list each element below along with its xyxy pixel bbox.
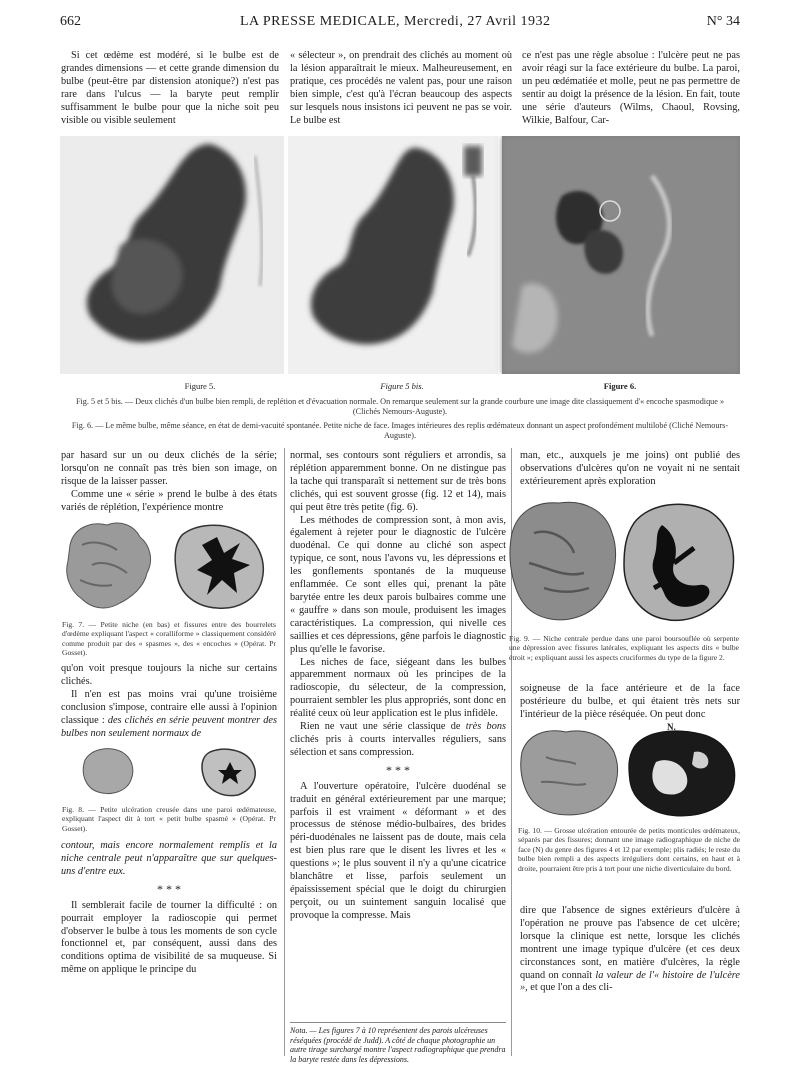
figure-6-image [502,136,740,374]
journal-title: LA PRESSE MEDICALE, Mercredi, 27 Avril 1932 [240,14,551,29]
left-column-cont [61,663,277,740]
figure-6-caption: Fig. 6. — Le même bulbe, même séance, en état de demi-vacuité spontanée. Petite niche de face. Images intérieures des replis œdémateux donnant un aspect profondément multilobé (Cliché Nemours-Auguste). [71,421,729,440]
section-separator: * * * [386,762,410,777]
figure-10-caption: Fig. 10. — Grosse ulcération entourée de petits monticules œdémateux, séparés par des fissures; donnant une image radiographique de niche de face (N) du genre des figures 4 et 12 par exemple; plis radiés; le reste du bulbe bien rempli a des aspects irréguliers dont certains, en haut et à droite, pourraient être pris à tort pour une niche diverticulaire du bord. [518,826,740,873]
figure-5-image [60,136,284,374]
footnote: Nota. — Les figures 7 à 10 représentent des parois ulcéreuses réséquées (procédé de Judd). A côté de chaque photographie un autre tirage surchargé montre l'aspect radiographique que prendra la baryte restée dans les dépressions. [290,1026,506,1064]
top-column-2 [290,50,512,127]
note-rule [290,1022,506,1023]
figure-10-marker: N. [667,722,676,732]
text-run: dire que l'absence de signes extérieurs d'ulcère à l'opération ne prouve pas l'absence de cet ulcère; lorsque la clinique est nette, lorsque les clichés montrent une image typique d'ulcère (et ces deux circonstances sont, en matière d'ulcères, la règle quand on connaît [520,905,740,981]
emphasized-text: la valeur de l'« histoire de l'ulcère » [520,969,741,994]
paragraph: soigneuse de la face antérieure et de la face postérieure du bulbe, et qui étaient très nets sur l'intérieur de la pièce réséquée. On peut donc [520,683,740,720]
paragraph: normal, ses contours sont réguliers et arrondis, sa réplétion apparemment bonne. On ne distingue pas la tache qui transparaît si nettement sur de très bons clichés, qui est souvent grosse (fig. 12 et 14), mais qui peut être très petite (fig. 6). [290,450,506,513]
column-rule [284,448,285,1056]
xray-figures-5-5bis-6 [60,136,740,374]
figure-8-caption: Fig. 8. — Petite ulcération creusée dans une paroi œdémateuse, expliquant l'aspect dit à tort « petit bulbe spasmé » (Opérat. Pr Gosset). [62,805,276,833]
figure-6-label: Figure 6. [603,381,637,391]
paragraph: Il semblerait facile de tourner la difficulté : on pourrait employer la radioscopie qui permet d'observer le bulbe à tous les moments de son cycle fonctionnel et, par conséquent, aussi dans des conditions optima de visibilité de sa muqueuse. Si même on applique le principe du [61,899,277,976]
paragraph [61,689,277,741]
figure-8-image [70,740,270,800]
paragraph: A l'ouverture opératoire, l'ulcère duodénal se traduit en général extérieurement par une marque; parfois il est vraiment « déformant » et des processus de sténose médio-bulbaires, des brides péri-duodénales ne laissent pas de doute, mais cela est bien plus rare que le disent les livres et les « questions »; le plus souvent il n'y a qu'une cicatrice blanchâtre et lisse, parfois seulement un épaississement spécial que le doigt du chirurgien perçoit, ou un suintement sanguin localisé que provoque la compresse. Mais [290,780,506,921]
right-column [520,450,740,489]
right-column-lower [520,905,740,995]
figure-5bis-label: Figure 5 bis. [380,381,424,391]
left-column [61,450,277,515]
paragraph: qu'on voit presque toujours la niche sur certains clichés. [61,663,277,687]
figure-9-caption: Fig. 9. — Niche centrale perdue dans une paroi boursouflée où serpente une dépression avec fissures latérales, expliquant les aspects dits « bulbe étroit »; expliquant aussi les aspects cruciformes du type de la figure 2. [509,634,739,662]
top-column-1 [61,50,279,127]
issue-number: N° 34 [706,14,740,29]
emphasized-text: des clichés en série peuvent montrer des bulbes non seulement normaux de [61,714,277,739]
page-header [60,14,740,36]
text-run: Il n'en est pas moins vrai qu'une troisième conclusion s'impose, contraire elle aussi à l'opinion classique : [61,688,277,726]
middle-column [290,450,506,923]
paragraph: Les niches de face, siégeant dans les bulbes apparemment normaux où les principes de la radioscopie, du sélecteur, de la compression, pourraient sembler les plus appropriés, sont donc en réalité ceux où leur application est le plus infidèle. [290,656,506,720]
right-column-mid [520,683,740,722]
paragraph: Les méthodes de compression sont, à mon avis, également à rejeter pour le diagnostic de l'ulcère duodénal. Ce qui donne au cliché son aspect typique, ce sont, nous l'avons vu, les dépressions et les gonflements spontanés de la muqueuse enflammée. Ce sont elles qui, prenant la pâte barytée entre les deux parois bulbaires comme une « gauffre » dans son moule, produisent les images caractéristiques. La compression, qui nivelle ces saillies et ces dépressions, gêne parfois le diagnostic plus qu'elle le favorise. [290,514,506,655]
paragraph: Si cet œdème est modéré, si le bulbe est de grandes dimensions — et cette grande dimension du bulbe (peut-être par distension atonique?) n'est pas rare dans l'ulcus — la baryte peut remplir suffisamment le bulbe pour que la niche soit peu visible ou visible seulement [61,50,279,126]
emphasized-text: très bons [465,721,506,733]
top-column-3 [522,50,740,127]
paragraph: ce n'est pas une règle absolue : l'ulcère peut ne pas avoir réagi sur la face extérieure du bulbe. La paroi, un peu œdématiée et molle, peut ne pas permettre de sentir au doigt la présence de la lésion. En fait, toute une série d'auteurs (Wilms, Chaoul, Rovsing, Wilkie, Balfour, Car- [522,50,740,126]
section-separator: * * * [157,881,181,896]
figure-5-label: Figure 5. [184,381,216,391]
figure-5-caption: Fig. 5 et 5 bis. — Deux clichés d'un bulbe bien rempli, de replétion et d'évacuation normale. On remarque seulement sur la grande courbure une image dite classiquement d'« encoche spasmodique » (Clichés Nemours-Auguste). [75,397,725,416]
paragraph: contour, mais encore normalement remplis et la niche centrale peut n'apparaître que sur quelques-uns d'entre eux. [61,840,277,877]
figure-10-image [516,722,740,820]
figure-5bis-image [288,136,498,374]
paragraph: par hasard sur un ou deux clichés de la série; lorsqu'on ne connaît pas très bien son image, on risque de la laisser passer. [61,450,277,487]
text-run: , et que l'on a des cli- [525,982,613,994]
left-column-lower [61,840,277,977]
text-run: clichés pris à courts intervalles réguliers, sans sélection et sans compression. [290,733,506,758]
page-number: 662 [60,14,81,29]
text-run: Rien ne vaut une série classique de [300,721,461,733]
figure-9-image [504,493,742,628]
figure-7-caption: Fig. 7. — Petite niche (en bas) et fissures entre des bourrelets d'œdème expliquant l'aspect « coralliforme » classiquement considéré comme produit par des « spasmes », des « encoches » (Opérat. Pr Gosset). [62,620,276,658]
paragraph [290,721,506,760]
figure-7-image [62,515,276,615]
paragraph: « sélecteur », on prendrait des clichés au moment où la lésion apparaîtrait le mieux. Malheureusement, en pratique, ces procédés ne valent pas, pour une raison bien simple, c'est qu'à l'écran beaucoup des aspects sur lesquels nous insistons ici peuvent ne pas se voir. Le bulbe est [290,50,512,126]
paragraph: man, etc., auxquels je me joins) ont publié des observations d'ulcères qu'on ne voyait ni ne sentait extérieurement après exploration [520,450,740,487]
paragraph [520,905,740,995]
paragraph: Comme une « série » prend le bulbe à des états variés de réplétion, l'expérience montre [61,488,277,513]
